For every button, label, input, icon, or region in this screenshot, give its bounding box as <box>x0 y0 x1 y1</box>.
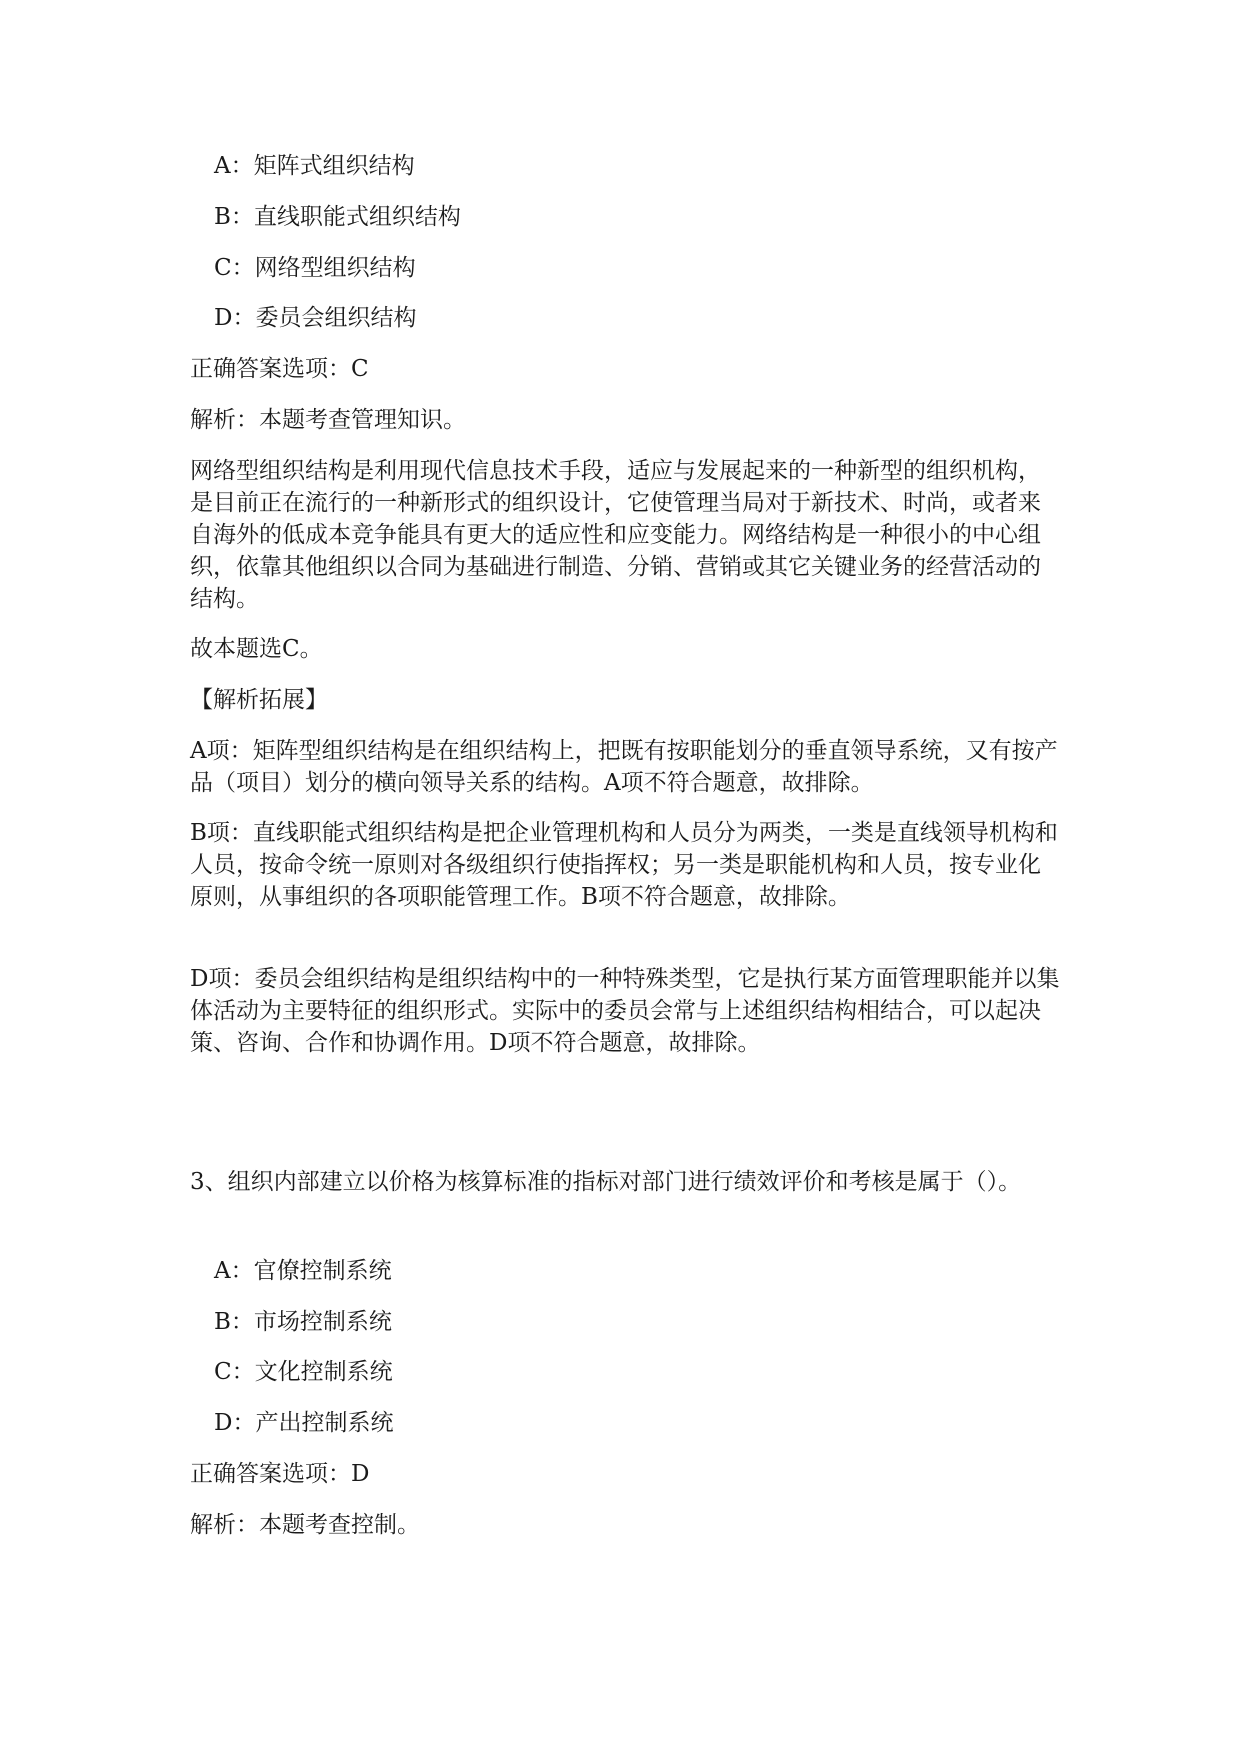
q2-extension-a: A项：矩阵型组织结构是在组织结构上，把既有按职能划分的垂直领导系统，又有按产品（项目）划分的横向领导关系的结构。A项不符合题意，故排除。 <box>190 738 1058 796</box>
q2-explanation: 网络型组织结构是利用现代信息技术手段，适应与发展起来的一种新型的组织机构，是目前正在流行的一种新形式的组织设计，它使管理当局对于新技术、时尚，或者来自海外的低成本竞争能具有更大的适应性和应变能力。网络结构是一种很小的中心组织，依靠其他组织以合同为基础进行制造、分销、营销或其它关键业务的经营活动的结构。 <box>190 458 1041 612</box>
q2-option-b: B：直线职能式组织结构 <box>214 204 461 230</box>
q2-extension-title: 【解析拓展】 <box>190 687 328 713</box>
q3-question: 3、组织内部建立以价格为核算标准的指标对部门进行绩效评价和考核是属于（）。 <box>190 1169 1022 1195</box>
q2-analysis: 解析：本题考查管理知识。 <box>190 407 466 433</box>
q3-analysis: 解析：本题考查控制。 <box>190 1512 420 1538</box>
q3-option-d: D：产出控制系统 <box>214 1410 394 1436</box>
q2-extension-b: B项：直线职能式组织结构是把企业管理机构和人员分为两类，一类是直线领导机构和人员，按命令统一原则对各级组织行使指挥权；另一类是职能机构和人员，按专业化原则，从事组织的各项职能管理工作。B项不符合题意，故排除。 <box>190 820 1058 910</box>
q2-extension-d: D项：委员会组织结构是组织结构中的一种特殊类型，它是执行某方面管理职能并以集体活动为主要特征的组织形式。实际中的委员会常与上述组织结构相结合，可以起决策、咨询、合作和协调作用。D项不符合题意，故排除。 <box>190 966 1060 1056</box>
q3-answer: 正确答案选项：D <box>190 1461 370 1487</box>
q2-conclusion: 故本题选C。 <box>190 636 323 662</box>
q2-answer: 正确答案选项：C <box>190 356 369 382</box>
q3-option-c: C：文化控制系统 <box>214 1359 393 1385</box>
q2-option-c: C：网络型组织结构 <box>214 255 416 281</box>
q2-option-d: D：委员会组织结构 <box>214 305 417 331</box>
q3-option-a: A：官僚控制系统 <box>214 1258 392 1284</box>
q3-option-b: B：市场控制系统 <box>214 1309 392 1335</box>
q2-option-a: A：矩阵式组织结构 <box>214 153 415 179</box>
